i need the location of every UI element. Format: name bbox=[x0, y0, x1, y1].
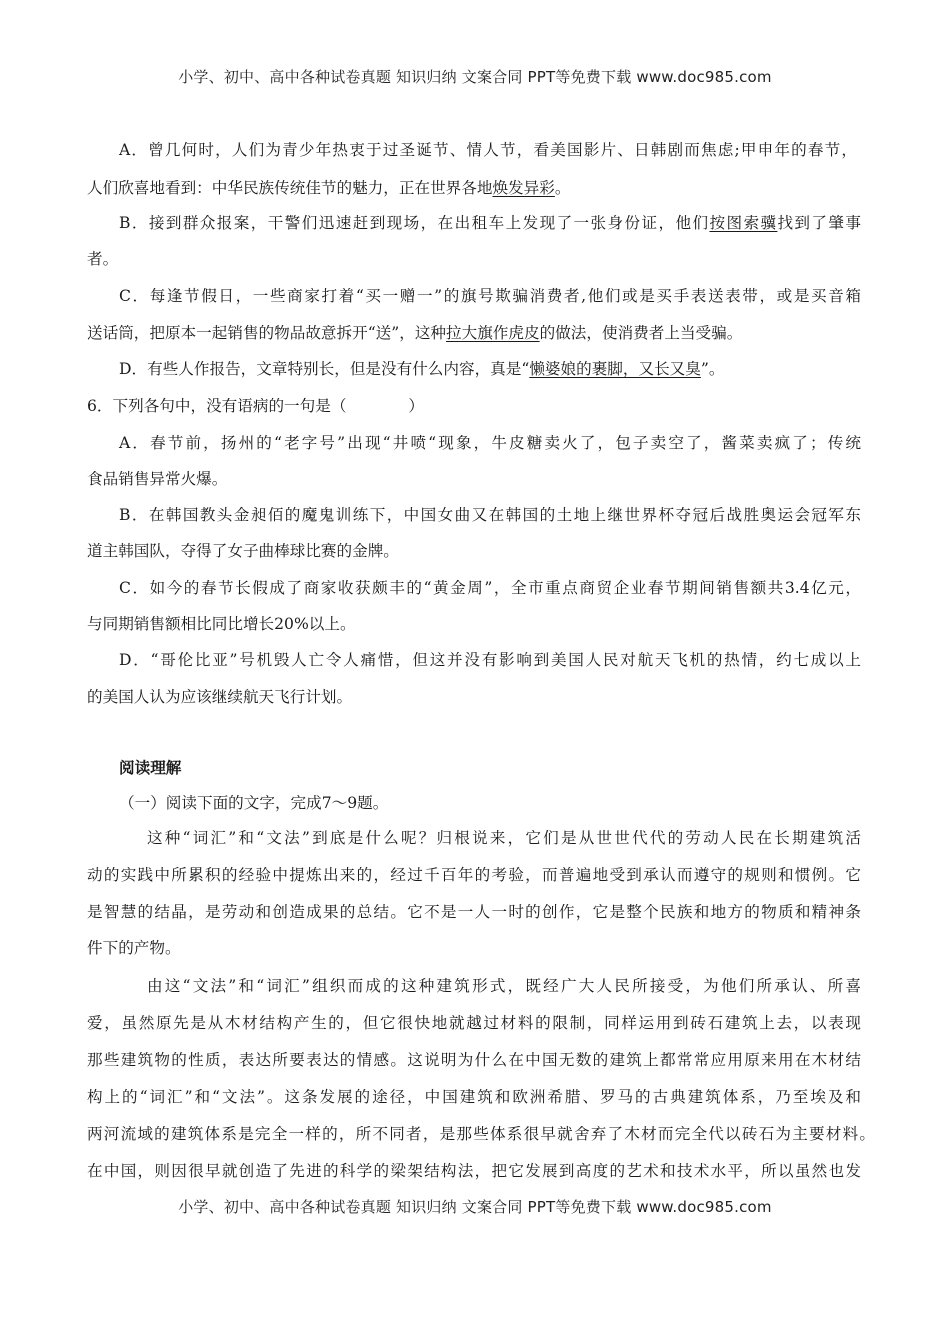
passage-p2-line4: 构上的“词汇”和“文法”。这条发展的途径，中国建筑和欧洲希腊、罗马的古典建筑体系，乃至埃及和 bbox=[87, 1088, 861, 1106]
page-header: 小学、初中、高中各种试卷真题 知识归纳 文案合同 PPT等免费下载 www.doc985.com bbox=[178, 68, 772, 86]
q5-option-a-underlined-phrase: 焕发异彩 bbox=[492, 179, 555, 197]
passage-p2-line5: 两河流域的建筑体系是完全一样的，所不同者，是那些体系很早就舍弃了木材而完全代以砖石为主要材料。 bbox=[87, 1125, 875, 1143]
passage-p1-line3: 是智慧的结晶，是劳动和创造成果的总结。它不是一人一时的创作，它是整个民族和地方的物质和精神条 bbox=[87, 903, 861, 921]
q6-option-a-line1: A．春节前，扬州的“老字号”出现“井喷“现象，牛皮糖卖火了，包子卖空了，酱菜卖疯了；传统 bbox=[119, 434, 861, 452]
q6-option-d-line1: D．“哥伦比亚”号机毁人亡令人痛惜，但这并没有影响到美国人民对航天飞机的热情，约七成以上 bbox=[119, 651, 861, 669]
section-title: 阅读理解 bbox=[119, 758, 182, 777]
page-footer: 小学、初中、高中各种试卷真题 知识归纳 文案合同 PPT等免费下载 www.doc985.com bbox=[178, 1198, 772, 1216]
passage-p1-line4: 件下的产物。 bbox=[87, 939, 181, 957]
q6-option-b-line1: B．在韩国教头金昶佰的魔鬼训练下，中国女曲又在韩国的土地上继世界杯夺冠后战胜奥运会冠军东 bbox=[119, 506, 861, 524]
q6-stem: 6．下列各句中，没有语病的一句是（ ） bbox=[87, 397, 425, 415]
q5-option-c-line2: 送话筒，把原本一起销售的物品故意拆开“送”，这种拉大旗作虎皮的做法，使消费者上当受骗。 bbox=[87, 324, 743, 342]
passage-p1-line2: 动的实践中所累积的经验中提炼出来的，经过千百年的考验，而普遍地受到承认而遵守的规则和惯例。它 bbox=[87, 866, 861, 884]
passage-p2-line1: 由这“文法”和“词汇”组织而成的这种建筑形式，既经广大人民所接受，为他们所承认、所喜 bbox=[147, 977, 861, 995]
q5-option-b-line2: 者。 bbox=[87, 250, 119, 268]
q5-option-d-line1: D．有些人作报告，文章特别长，但是没有什么内容，真是“懒婆娘的裹脚，又长又臭”。 bbox=[119, 360, 725, 378]
section-instruction: （一）阅读下面的文字，完成7～9题。 bbox=[119, 794, 389, 812]
passage-p2-line2: 爱，虽然原先是从木材结构产生的，但它很快地就越过材料的限制，同样运用到砖石建筑上去，以表现 bbox=[87, 1014, 861, 1032]
q5-option-b-underlined-phrase: 按图索骥 bbox=[709, 214, 778, 232]
passage-p2-line3: 那些建筑物的性质，表达所要表达的情感。这说明为什么在中国无数的建筑上都常常应用原来用在木材结 bbox=[87, 1051, 861, 1069]
q5-option-c-underlined-phrase: 拉大旗作虎皮 bbox=[446, 324, 540, 342]
q6-option-d-line2: 的美国人认为应该继续航天飞行计划。 bbox=[87, 688, 353, 706]
passage-p1-line1: 这种“词汇”和“文法”到底是什么呢？归根说来，它们是从世世代代的劳动人民在长期建筑活 bbox=[147, 829, 861, 847]
q6-option-c-line1: C．如今的春节长假成了商家收获颇丰的“黄金周”，全市重点商贸企业春节期间销售额共3.4亿元， bbox=[119, 579, 861, 597]
q5-option-d-underlined-phrase: 懒婆娘的裹脚，又长又臭 bbox=[529, 360, 701, 378]
passage-p2-line6: 在中国，则因很早就创造了先进的科学的梁架结构法，把它发展到高度的艺术和技术水平，所以虽然也发 bbox=[87, 1162, 861, 1180]
q6-option-a-line2: 食品销售异常火爆。 bbox=[87, 470, 228, 488]
q6-option-b-line2: 道主韩国队，夺得了女子曲棒球比赛的金牌。 bbox=[87, 542, 399, 560]
q5-option-b-line1: B．接到群众报案，干警们迅速赶到现场，在出租车上发现了一张身份证，他们按图索骥找到了肇事 bbox=[119, 214, 861, 232]
q5-option-c-line1: C．每逢节假日，一些商家打着“买一赠一”的旗号欺骗消费者,他们或是买手表送表带，或是买音箱 bbox=[119, 287, 861, 305]
q5-option-a-line2: 人们欣喜地看到：中华民族传统佳节的魅力，正在世界各地焕发异彩。 bbox=[87, 179, 571, 197]
q6-option-c-line2: 与同期销售额相比同比增长20%以上。 bbox=[87, 615, 356, 633]
q5-option-a-line1: A．曾几何时，人们为青少年热衷于过圣诞节、情人节，看美国影片、日韩剧而焦虑;甲申年的春节， bbox=[119, 141, 857, 159]
